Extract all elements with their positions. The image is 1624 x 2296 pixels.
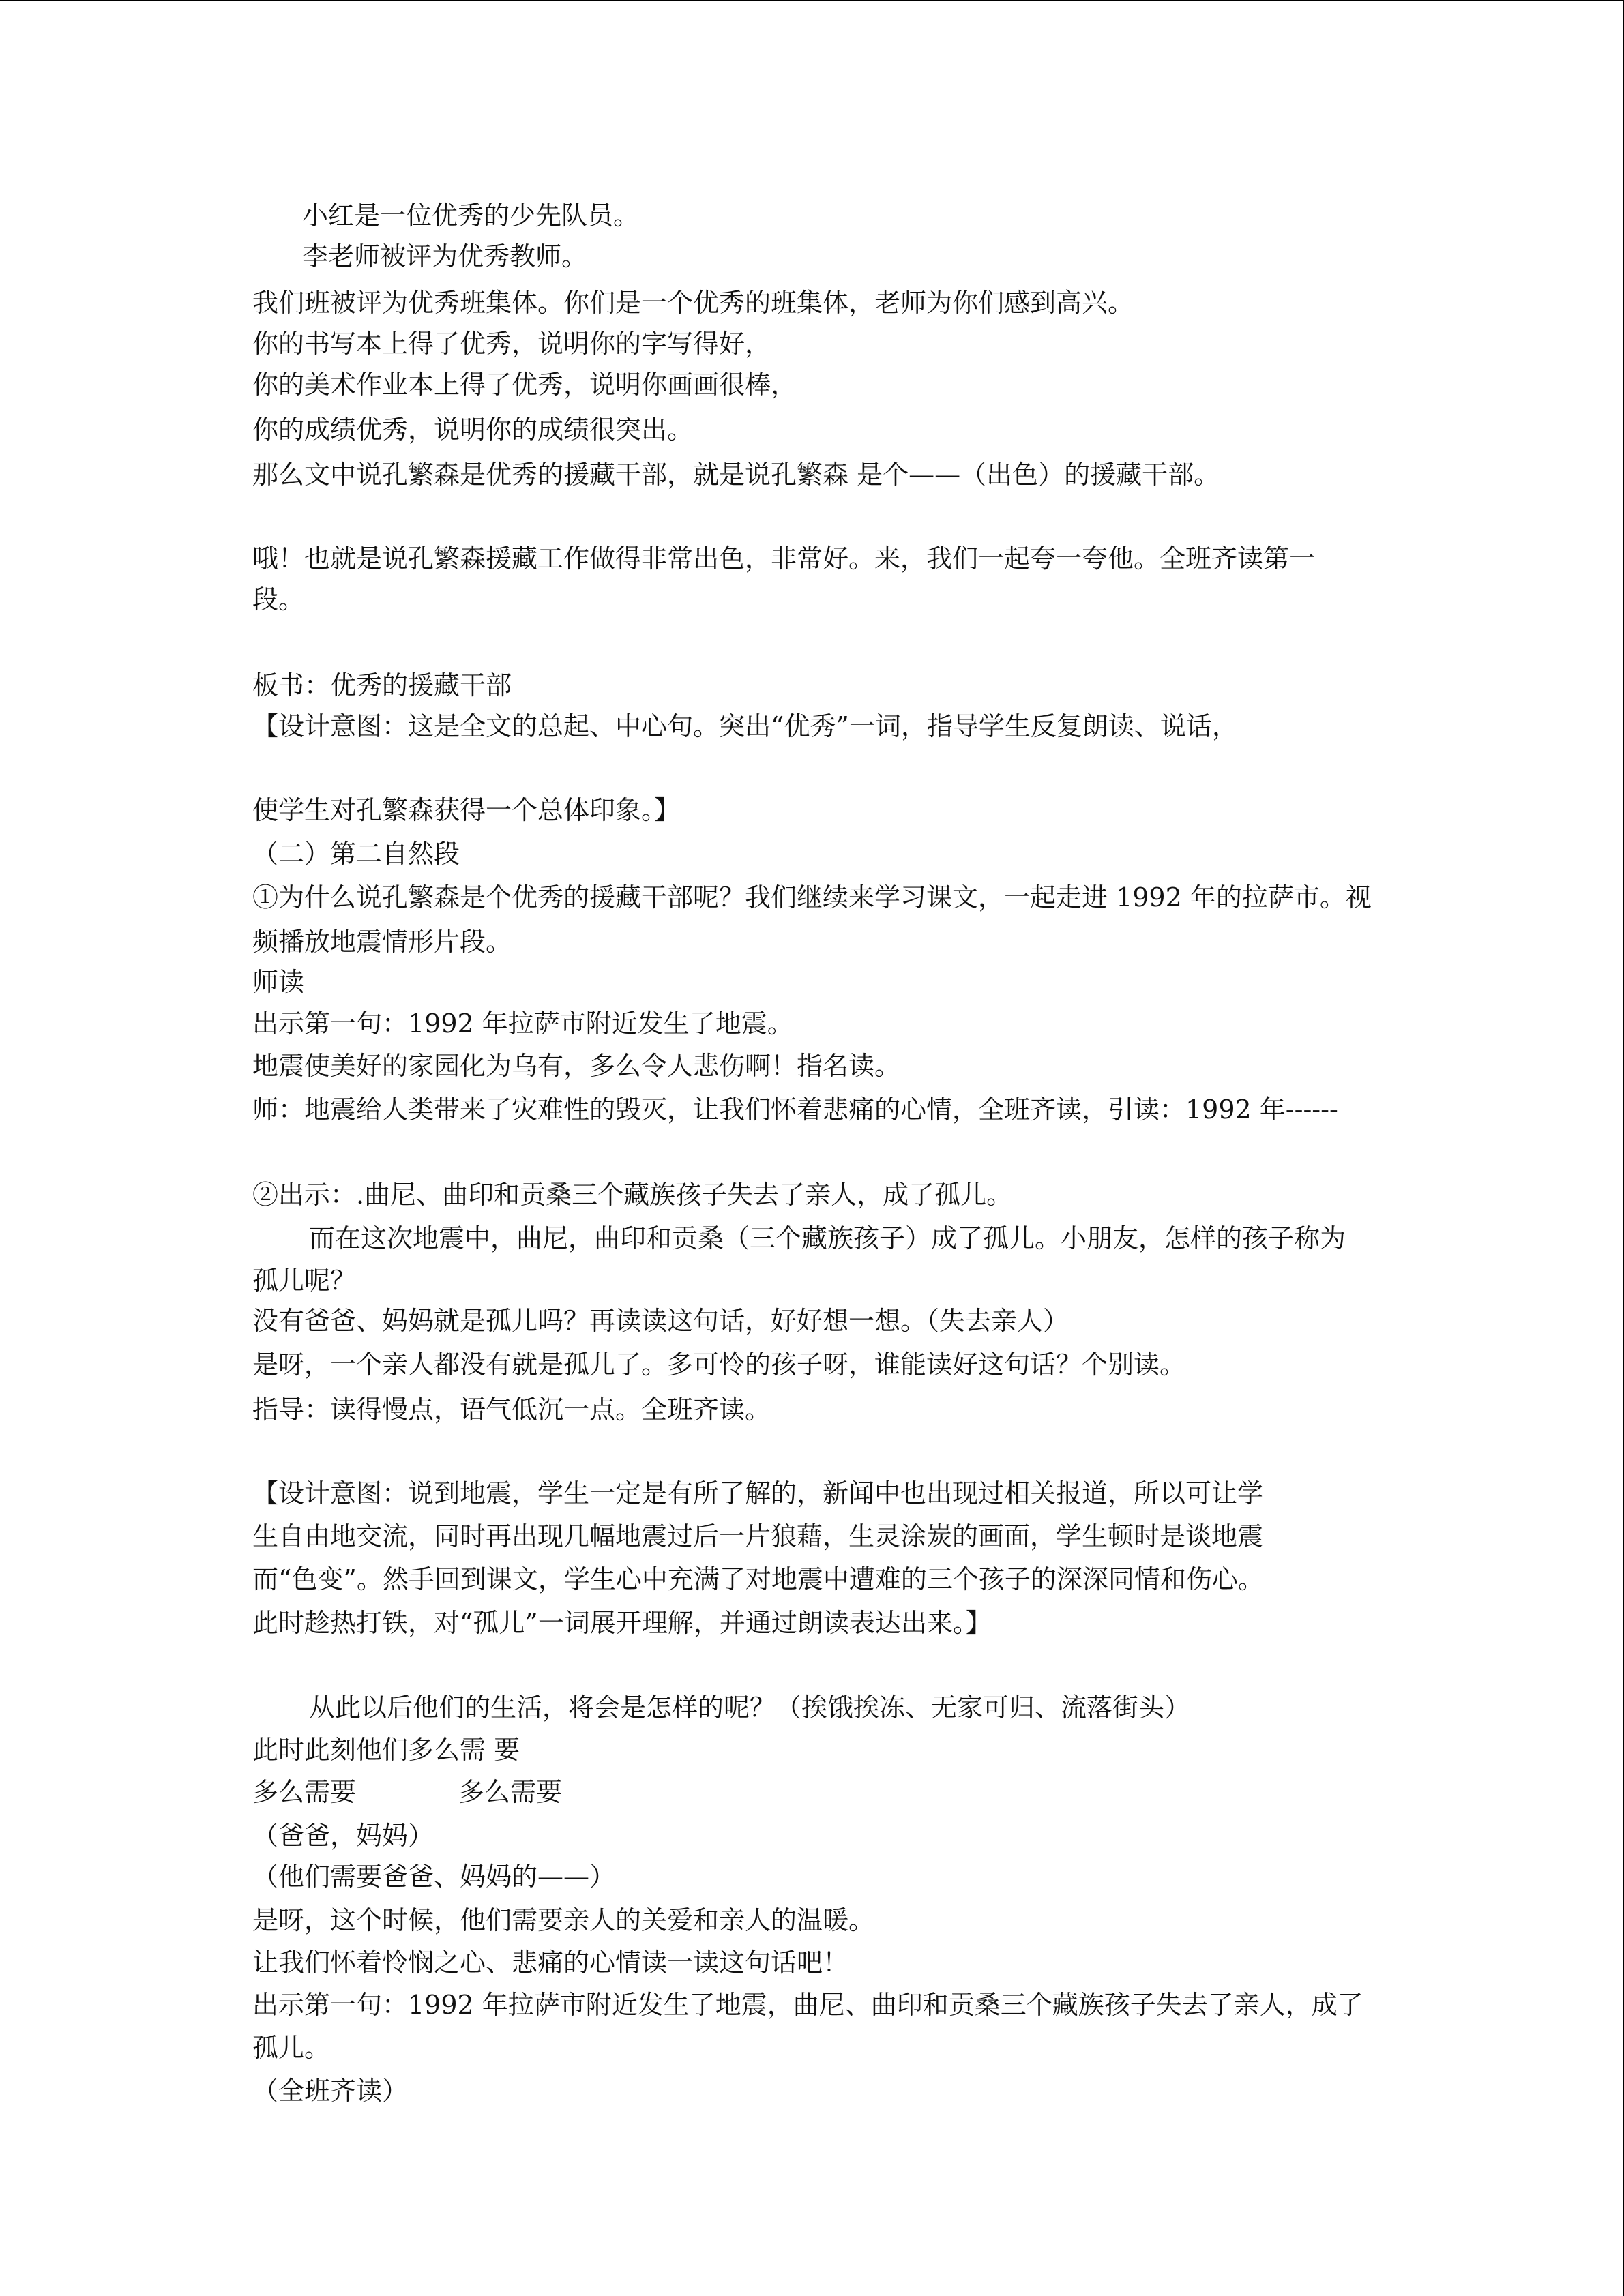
text-line: 孤儿。 [252, 2033, 331, 2063]
text-line: 师：地震给人类带来了灾难性的毁灭，让我们怀着悲痛的心情，全班齐读，引读：1992 年------ [252, 1094, 1338, 1124]
text-line: （爸爸，妈妈） [252, 1821, 434, 1851]
design-intent-line: 【设计意图：这是全文的总起、中心句。突出“优秀”一词，指导学生反复朗读、说话， [252, 711, 1238, 741]
text-line: 孤儿呢？ [252, 1266, 357, 1296]
text-line: 是呀，一个亲人都没有就是孤儿了。多可怜的孩子呀，谁能读好这句话？个别读。 [252, 1350, 1186, 1380]
text-fragment: 多么需要 [458, 1777, 563, 1807]
text-line: 出示第一句：1992 年拉萨市附近发生了地震。 [252, 1009, 793, 1039]
text-line: 师读 [252, 967, 305, 997]
text-line: ②出示：.曲尼、曲印和贡桑三个藏族孩子失去了亲人，成了孤儿。 [252, 1180, 1013, 1210]
text-line: 我们班被评为优秀班集体。你们是一个优秀的班集体，老师为你们感到高兴。 [252, 288, 1134, 318]
text-line: 段。 [252, 584, 305, 614]
text-line: 地震使美好的家园化为乌有，多么令人悲伤啊！指名读。 [252, 1051, 901, 1081]
text-line: 此时此刻他们多么需 要 [252, 1735, 520, 1765]
design-intent-line: 生自由地交流，同时再出现几幅地震过后一片狼藉，生灵涂炭的画面，学生顿时是谈地震 [252, 1521, 1264, 1551]
text-line: （全班齐读） [252, 2076, 409, 2106]
text-line: 频播放地震情形片段。 [252, 927, 512, 957]
design-intent-line: 使学生对孔繁森获得一个总体印象。】 [252, 795, 681, 825]
text-line: 没有爸爸、妈妈就是孤儿吗？再读读这句话，好好想一想。（失去亲人） [252, 1306, 1069, 1336]
text-line [252, 1776, 562, 1808]
text-line: 你的成绩优秀，说明你的成绩很突出。 [252, 415, 694, 445]
text-line: （他们需要爸爸、妈妈的——） [252, 1862, 616, 1892]
section-heading: （二）第二自然段 [252, 839, 460, 869]
design-intent-line: 此时趁热打铁，对“孤儿”一词展开理解，并通过朗读表达出来。】 [252, 1608, 992, 1638]
text-line: 而在这次地震中，曲尼，曲印和贡桑（三个藏族孩子）成了孤儿。小朋友，怎样的孩子称为 [309, 1223, 1346, 1253]
text-line: 指导：读得慢点，语气低沉一点。全班齐读。 [252, 1395, 771, 1425]
text-line: 哦！也就是说孔繁森援藏工作做得非常出色，非常好。来，我们一起夸一夸他。全班齐读第一 [252, 543, 1316, 573]
design-intent-line: 【设计意图：说到地震，学生一定是有所了解的，新闻中也出现过相关报道，所以可让学 [252, 1478, 1264, 1508]
text-line: 板书：优秀的援藏干部 [252, 670, 512, 700]
text-line: 李老师被评为优秀教师。 [302, 241, 588, 271]
design-intent-line: 而“色变”。然手回到课文，学生心中充满了对地震中遭难的三个孩子的深深同情和伤心。 [252, 1564, 1264, 1594]
text-line: 那么文中说孔繁森是优秀的援藏干部，就是说孔繁森 是个——（出色）的援藏干部。 [252, 460, 1220, 490]
text-line: 从此以后他们的生活，将会是怎样的呢？（挨饿挨冻、无家可归、流落街头） [309, 1693, 1191, 1723]
text-line: 是呀，这个时候，他们需要亲人的关爱和亲人的温暖。 [252, 1905, 875, 1935]
text-line: 小红是一位优秀的少先队员。 [302, 200, 640, 230]
text-line: 出示第一句：1992 年拉萨市附近发生了地震，曲尼、曲印和贡桑三个藏族孩子失去了亲人，成了 [252, 1990, 1363, 2020]
text-line: 你的美术作业本上得了优秀，说明你画画很棒， [252, 370, 797, 400]
text-line: 让我们怀着怜悯之心、悲痛的心情读一读这句话吧！ [252, 1948, 849, 1978]
text-fragment: 多么需要 [252, 1777, 357, 1807]
text-line: 你的书写本上得了优秀，说明你的字写得好， [252, 329, 771, 359]
text-line: ①为什么说孔繁森是个优秀的援藏干部呢？我们继续来学习课文，一起走进 1992 年的拉萨市。视 [252, 882, 1372, 912]
